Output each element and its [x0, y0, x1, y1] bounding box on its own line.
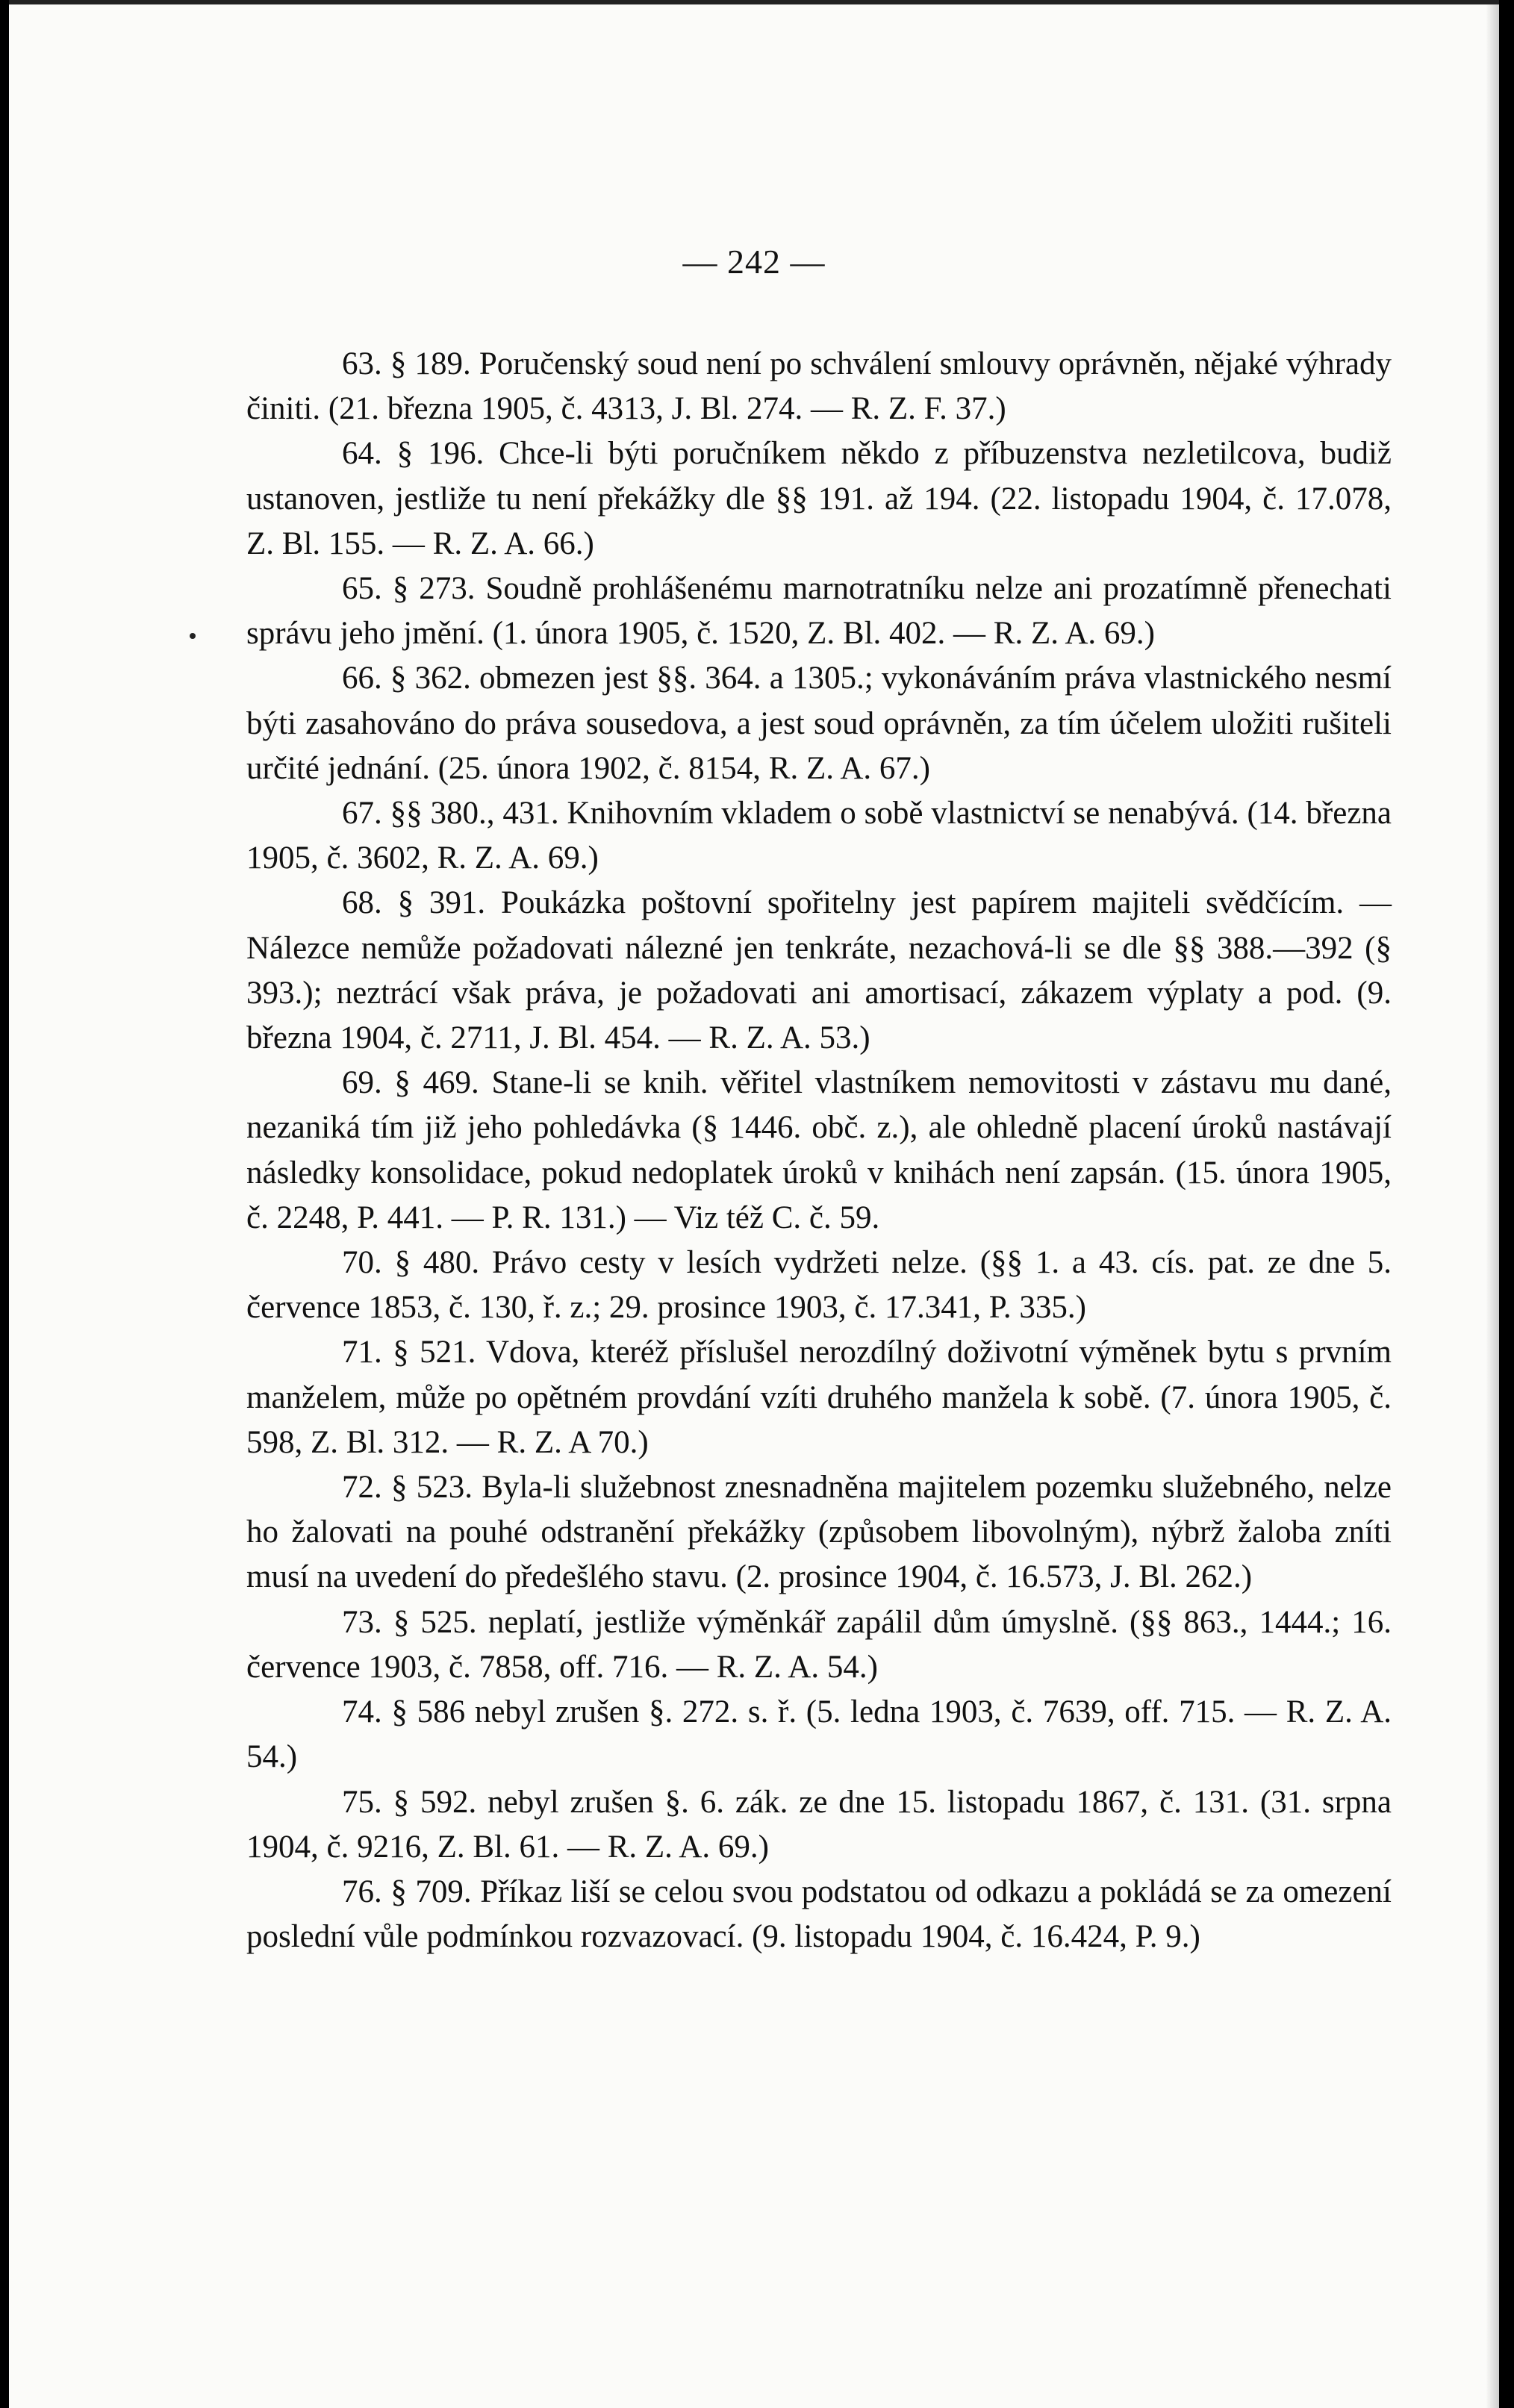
entry-65: 65. § 273. Soudně prohlášenému marnotratníku nelze ani prozatímně přenechati správu jeho jmění. (1. února 1905, č. 1520, Z. Bl. 402. — R. Z. A. 69.)	[246, 571, 1392, 652]
margin-dot	[190, 633, 196, 639]
entry-64: 64. § 196. Chce-li býti poručníkem někdo z příbuzenstva nezletilcova, budiž ustanoven, jestliže tu není překážky dle §§ 191. až 194. (22. listopadu 1904, č. 17.078, Z. Bl. 155. — R. Z. A. 66.)	[246, 436, 1392, 561]
entry-66: 66. § 362. obmezen jest §§. 364. a 1305.; vykonáváním práva vlastnického nesmí býti zasahováno do práva sousedova, a jest soud oprávněn, za tím účelem uložiti rušiteli určité jednání. (25. února 1902, č. 8154, R. Z. A. 67.)	[246, 661, 1392, 786]
entry-68: 68. § 391. Poukázka poštovní spořitelny jest papírem majiteli svědčícím. — Nálezce nemůže požadovati nálezné jen tenkráte, nezachová-li se dle §§ 388.—392 (§ 393.); neztrácí však práva, je požadovati ani amortisací, zákazem výplaty a pod. (9. března 1904, č. 2711, J. Bl. 454. — R. Z. A. 53.)	[246, 885, 1392, 1056]
scanned-page	[9, 0, 1499, 2408]
page-number: — 242 —	[682, 243, 826, 281]
legal-text-body	[246, 342, 1392, 1959]
entry-75: 75. § 592. nebyl zrušen §. 6. zák. ze dne 15. listopadu 1867, č. 131. (31. srpna 1904, č. 9216, Z. Bl. 61. — R. Z. A. 69.)	[246, 1784, 1392, 1865]
entry-73: 73. § 525. neplatí, jestliže výměnkář zapálil dům úmyslně. (§§ 863., 1444.; 16. července 1903, č. 7858, off. 716. — R. Z. A. 54.)	[246, 1604, 1392, 1685]
entry-74: 74. § 586 nebyl zrušen §. 272. s. ř. (5. ledna 1903, č. 7639, off. 715. — R. Z. A. 54.)	[246, 1694, 1392, 1775]
entry-63: 63. § 189. Poručenský soud není po schválení smlouvy oprávněn, nějaké výhrady činiti. (21. března 1905, č. 4313, J. Bl. 274. — R. Z. F. 37.)	[246, 346, 1392, 427]
entry-71: 71. § 521. Vdova, kteréž příslušel nerozdílný doživotní výměnek bytu s prvním manželem, může po opětném provdání vzíti druhého manžela k sobě. (7. února 1905, č. 598, Z. Bl. 312. — R. Z. A 70.)	[246, 1335, 1392, 1460]
entry-67: 67. §§ 380., 431. Knihovním vkladem o sobě vlastnictví se nenabývá. (14. března 1905, č. 3602, R. Z. A. 69.)	[246, 796, 1392, 876]
entry-76: 76. § 709. Příkaz liší se celou svou podstatou od odkazu a pokládá se za omezení poslední vůle podmínkou rozvazovací. (9. listopadu 1904, č. 16.424, P. 9.)	[246, 1874, 1392, 1955]
entry-72: 72. § 523. Byla-li služebnost znesnadněna majitelem pozemku služebného, nelze ho žalovati na pouhé odstranění překážky (způsobem libovolným), nýbrž žaloba zníti musí na uvedení do předešlého stavu. (2. prosince 1904, č. 16.573, J. Bl. 262.)	[246, 1470, 1392, 1595]
entry-70: 70. § 480. Právo cesty v lesích vydržeti nelze. (§§ 1. a 43. cís. pat. ze dne 5. července 1853, č. 130, ř. z.; 29. prosince 1903, č. 17.341, P. 335.)	[246, 1245, 1392, 1326]
page-edge-shadow	[1486, 4, 1499, 2408]
entry-69: 69. § 469. Stane-li se knih. věřitel vlastníkem nemovitosti v zástavu mu dané, nezaniká tím již jeho pohledávka (§ 1446. obč. z.), ale ohledně placení úroků nastávají následky konsolidace, pokud nedoplatek úroků v knihách není zapsán. (15. února 1905, č. 2248, P. 441. — P. R. 131.) — Viz též C. č. 59.	[246, 1065, 1392, 1235]
